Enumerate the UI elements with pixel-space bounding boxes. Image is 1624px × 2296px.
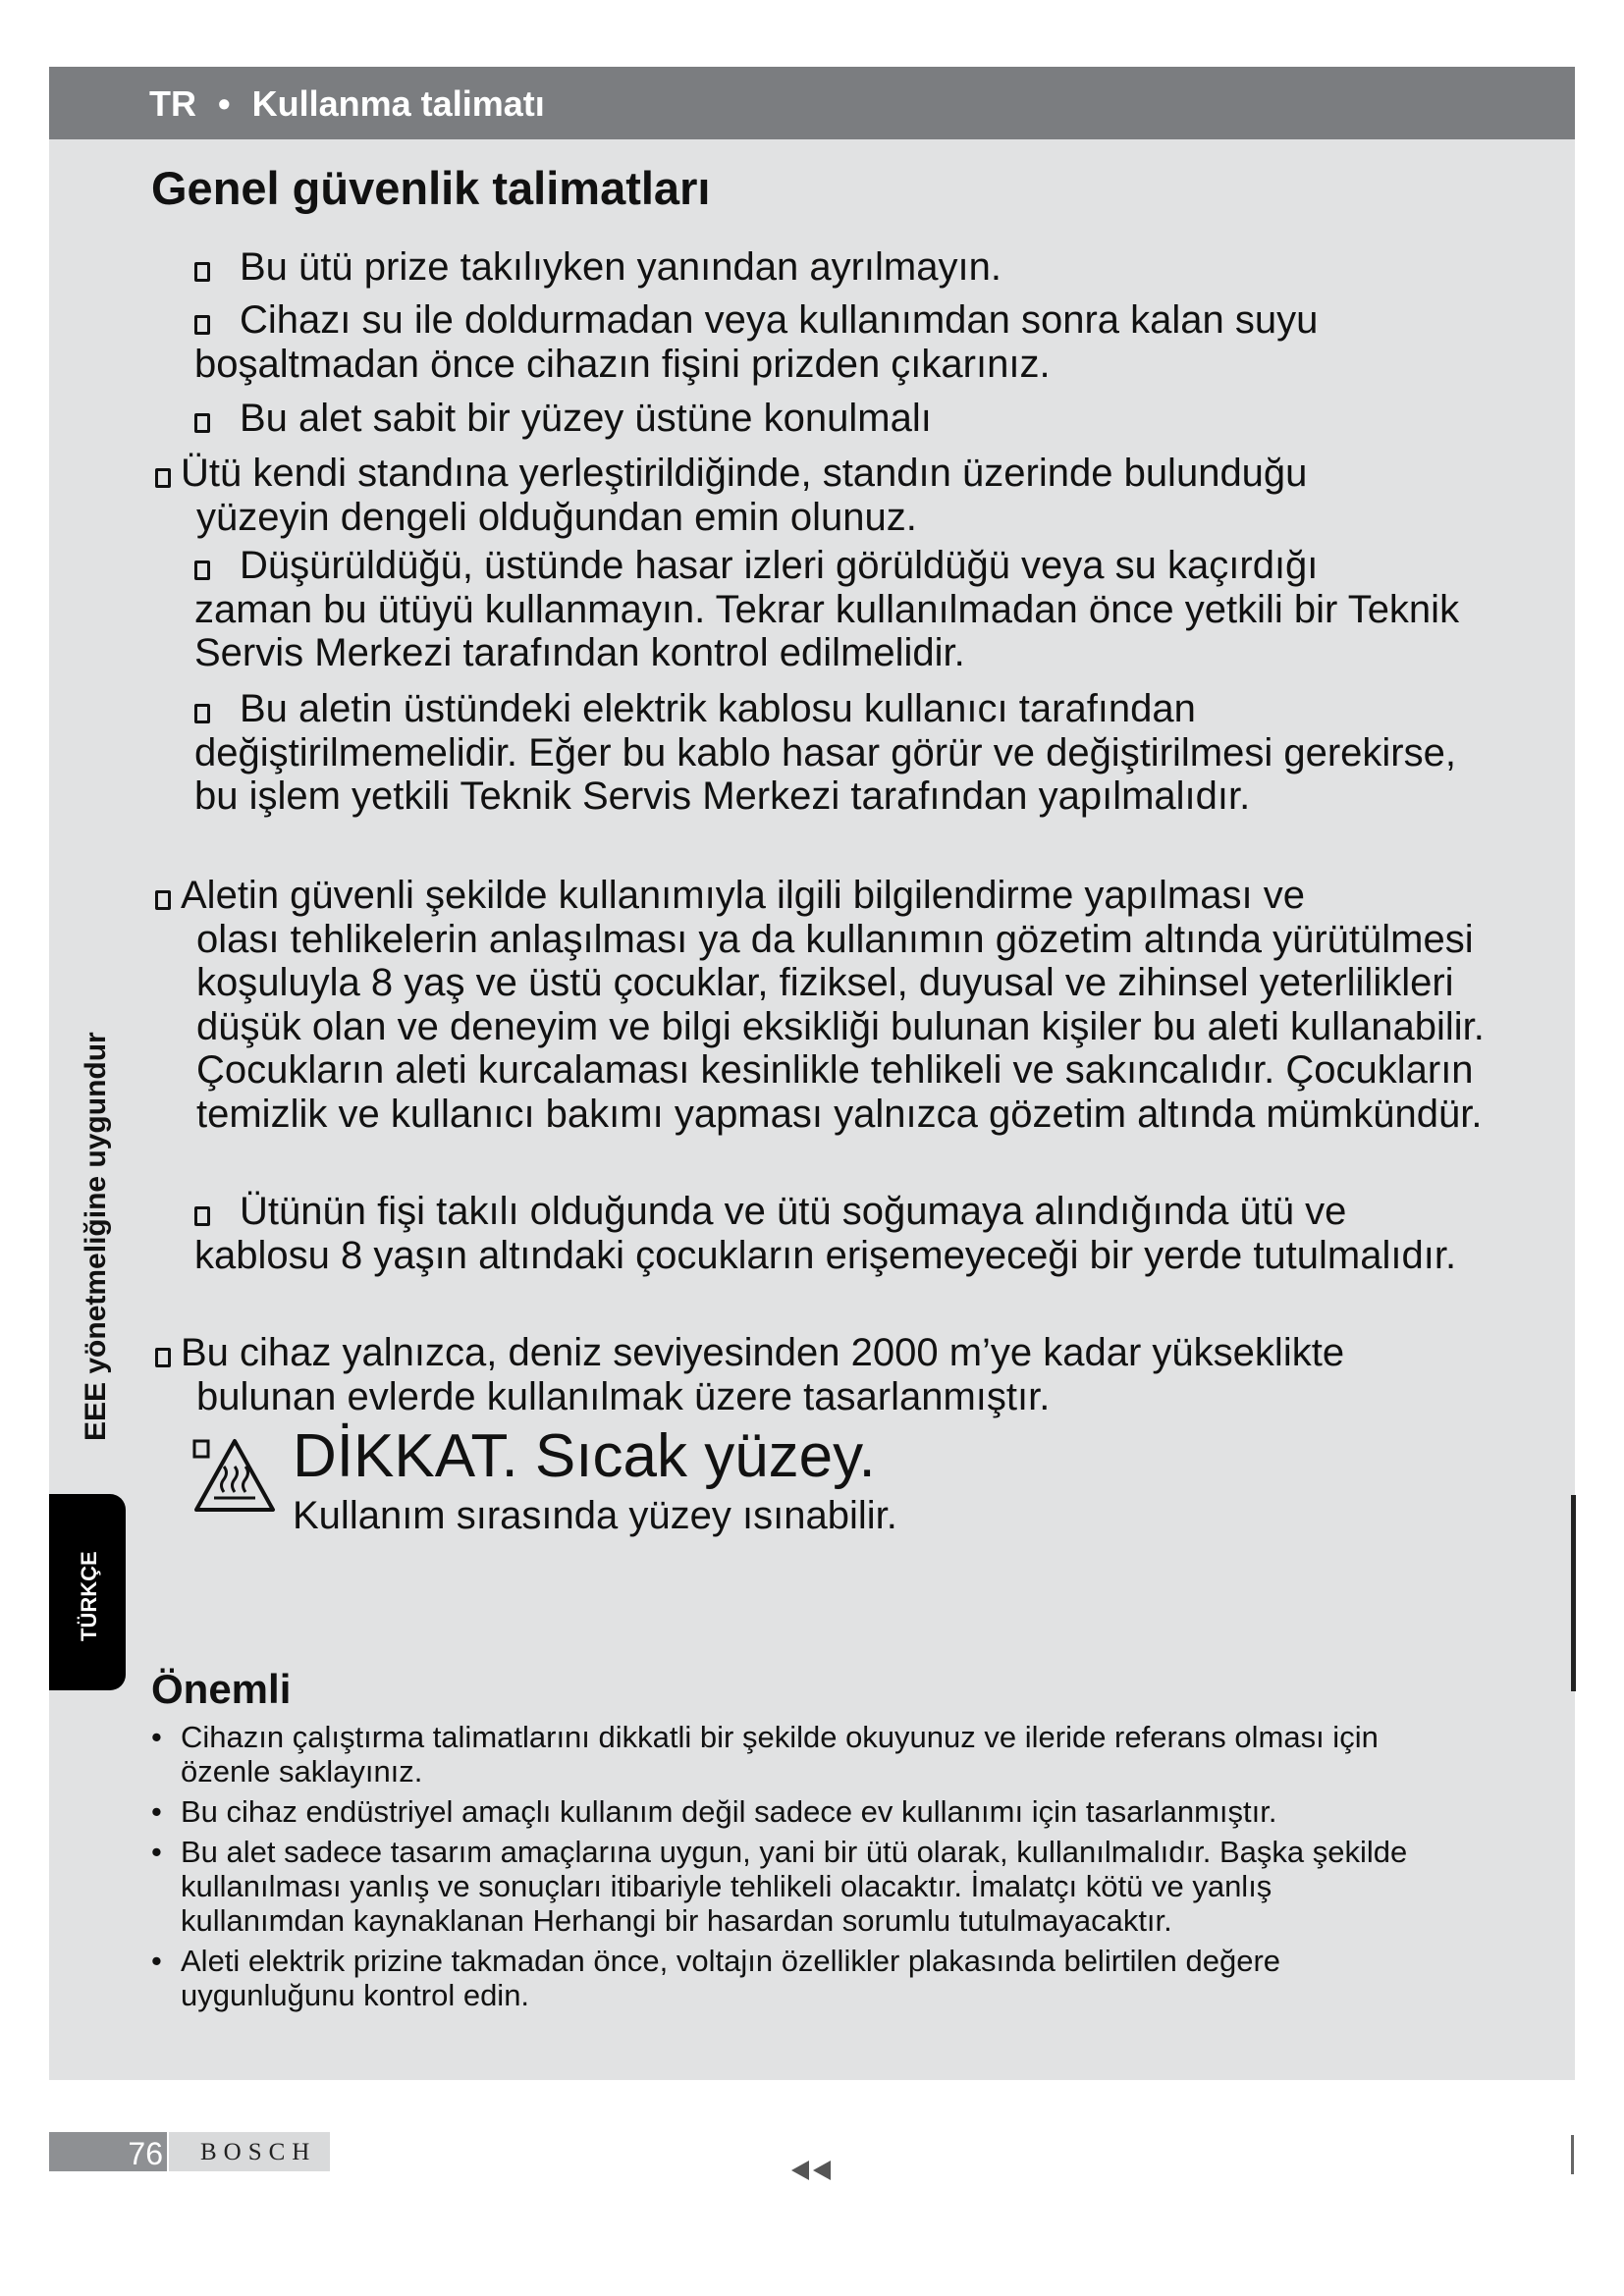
warning-text: Kullanım sırasında yüzey ısınabilir. [293,1494,897,1537]
safety-item-text: Ütünün fişi takılı olduğunda ve ütü soğumaya alındığında ütü ve [240,1190,1347,1233]
safety-item [155,452,1510,539]
checkbox-bullet-icon [155,1348,171,1367]
page-number: 76 [128,2136,163,2171]
checkbox-bullet-icon [194,315,210,335]
manual-title: Kullanma talimatı [251,83,545,124]
safety-item [155,1331,1510,1418]
safety-item-text: Bu aletin üstündeki elektrik kablosu kullanıcı tarafından [240,687,1196,730]
list-item [151,1794,1428,1829]
language-code: TR [149,83,196,124]
language-tab-label: TÜRKÇE [77,1551,101,1641]
list-item-text: Aleti elektrik prizine takmadan önce, voltajın özellikler plakasında belirtilen değere uygunluğunu kontrol edin. [181,1944,1281,2012]
safety-item-text: Bu alet sabit bir yüzey üstüne konulmalı [240,397,932,440]
header-title [149,83,545,124]
list-item-text: Cihazın çalıştırma talimatlarını dikkatli bir şekilde okuyunuz ve ileride referans olması için özenle saklayınız. [181,1720,1379,1789]
bottom-edge-rule [1571,2135,1574,2174]
safety-item-text: Bu ütü prize takılıyken yanından ayrılmayın. [240,245,1001,289]
directive-side-label: EEE yönetmeliğine uygundur [80,1032,112,1441]
list-item-text: Bu cihaz endüstriyel amaçlı kullanım değil sadece ev kullanımı için tasarlanmıştır. [181,1794,1277,1829]
bullet-icon: • [151,1794,162,1829]
header-separator: • [218,83,231,124]
header-bar [49,67,1575,139]
bullet-icon: • [151,1835,162,1869]
safety-item-continuation: yüzeyin dengeli olduğundan emin olunuz. [196,495,917,539]
safety-item-text: Aletin güvenli şekilde kullanımıyla ilgili bilgilendirme yapılması ve [181,874,1305,917]
warning-title: DİKKAT. Sıcak yüzey. [293,1422,876,1490]
checkbox-bullet-icon [194,262,210,282]
safety-item-continuation: değiştirilmemelidir. Eğer bu kablo hasar görür ve değiştirilmesi gerekirse, bu işlem yetkili Teknik Servis Merkezi tarafından yapılmalıdır. [194,730,1456,818]
safety-item-continuation: bulunan evlerde kullanılmak üzere tasarlanmıştır. [196,1374,1051,1418]
important-title: Önemli [151,1666,292,1712]
list-item [151,1944,1428,2012]
safety-item [194,298,1510,386]
section-title: Genel güvenlik talimatları [151,162,711,214]
brand-logo: BOSCH [200,2139,317,2165]
safety-item-continuation: olası tehlikelerin anlaşılması ya da kullanımın gözetim altında yürütülmesi koşuluyla 8 yaş ve üstü çocuklar, fiziksel, duyusal ve zihinsel yeterlilikleri düşük olan ve deneyim ve bilgi eksikliği bulunan kişiler bu aleti kullanabilir. Çocukların aleti kurcalaması kesinlikle tehlikeli ve sakıncalıdır. Çocukların temizlik ve kullanıcı bakımı yapması yalnızca gözetim altında mümkündür. [196,917,1485,1136]
checkbox-bullet-icon [155,890,171,910]
list-item-text: Bu alet sadece tasarım amaçlarına uygun, yani bir ütü olarak, kullanılmalıdır. Başka şekilde kullanılması yanlış ve sonuçları itibariyle tehlikeli olacaktır. İmalatçı kötü ve yanlış kullanımdan kaynaklanan Herhangi bir hasardan sorumlu tutulmayacaktır. [181,1835,1408,1938]
safety-item-continuation: zaman bu ütüyü kullanmayın. Tekrar kullanılmadan önce yetkili bir Teknik Servis Merkezi tarafından kontrol edilmelidir. [194,587,1460,674]
language-tab [49,1494,126,1690]
safety-item [194,1190,1510,1277]
safety-item-continuation: boşaltmadan önce cihazın fişini prizden çıkarınız. [194,342,1051,386]
hot-surface-warning [192,1422,1076,1537]
bullet-icon: • [151,1944,162,1978]
safety-item [194,245,1510,290]
list-item [151,1835,1428,1938]
checkbox-bullet-icon [155,468,171,488]
important-list [151,1720,1428,2018]
checkbox-bullet-icon [194,561,210,580]
safety-item [194,397,1510,441]
safety-item [194,687,1510,819]
safety-item [194,544,1510,675]
safety-item-text: Düşürüldüğü, üstünde hasar izleri görüldüğü veya su kaçırdığı [240,544,1319,587]
safety-item [155,874,1510,1136]
checkbox-bullet-icon [194,1206,210,1226]
list-item [151,1720,1428,1789]
right-edge-rule [1571,1495,1576,1691]
safety-item-continuation: kablosu 8 yaşın altındaki çocukların erişemeyeceği bir yerde tutulmalıdır. [194,1233,1457,1277]
checkbox-bullet-icon [194,704,210,723]
rewind-icon[interactable] [789,2158,833,2183]
hot-surface-warning-icon [192,1435,277,1516]
safety-item-text: Bu cihaz yalnızca, deniz seviyesinden 2000 m’ye kadar yükseklikte [181,1331,1345,1374]
safety-item-text: Cihazı su ile doldurmadan veya kullanımdan sonra kalan suyu [240,298,1319,342]
safety-item-text: Ütü kendi standına yerleştirildiğinde, standın üzerinde bulunduğu [181,452,1308,495]
bullet-icon: • [151,1720,162,1754]
checkbox-bullet-icon [194,413,210,433]
